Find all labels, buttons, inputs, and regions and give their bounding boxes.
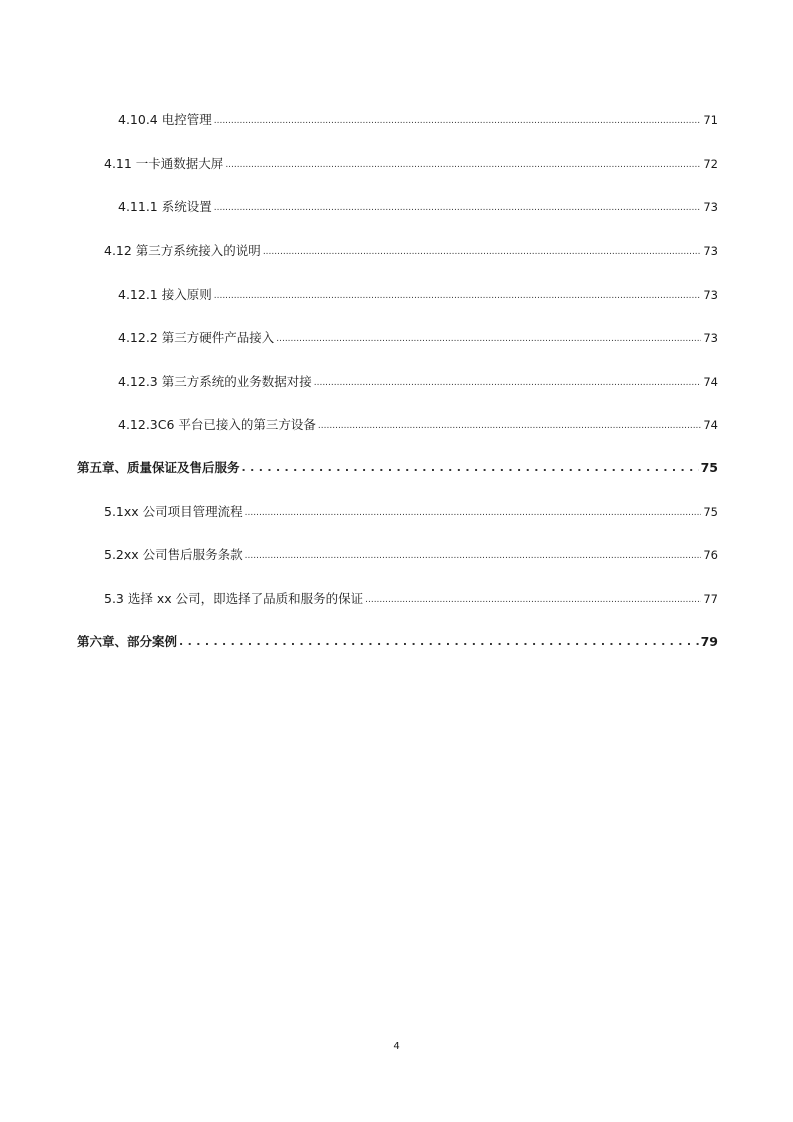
toc-entry-page: 73 [703,331,718,345]
toc-entry-label: 4.12.1 接入原则 [118,287,212,302]
toc-entry[interactable] [104,589,718,607]
toc-entry-page: 75 [703,505,718,519]
toc-entry-page: 74 [703,418,718,432]
toc-entry-page: 73 [703,200,718,214]
toc-entry-page: 73 [703,288,718,302]
toc-entry[interactable] [118,372,718,390]
toc-leader [314,374,702,387]
toc-leader [242,460,699,473]
toc-entry-label: 4.11 一卡通数据大屏 [104,156,224,171]
toc-entry[interactable] [118,328,718,346]
toc-entry-label: 5.1xx 公司项目管理流程 [104,504,243,519]
toc-entry[interactable] [104,241,718,259]
toc-leader [365,591,701,604]
toc-leader [318,417,701,430]
toc-leader [245,547,702,560]
toc-leader [214,112,702,125]
toc-entry-page: 77 [703,592,718,606]
toc-entry-label: 4.12 第三方系统接入的说明 [104,243,261,258]
toc-entry-page: 75 [700,460,718,475]
toc-entry[interactable] [104,154,718,172]
toc-entry[interactable] [104,502,718,520]
toc-entry-page: 71 [703,113,718,127]
toc-entry-label: 第六章、部分案例 [77,634,178,649]
toc-leader [276,330,701,343]
toc-entry-page: 76 [703,548,718,562]
toc-entry-label: 4.11.1 系统设置 [118,199,212,214]
toc-entry[interactable] [118,285,718,303]
toc-entry[interactable] [118,197,718,215]
toc-entry-label: 4.12.3 第三方系统的业务数据对接 [118,374,312,389]
toc-entry-label: 5.3 选择 xx 公司，即选择了品质和服务的保证 [104,591,364,606]
toc-leader [245,504,702,517]
toc-entry-page: 73 [703,244,718,258]
toc-leader [179,634,699,647]
toc-leader [214,199,702,212]
toc-entry-page: 79 [700,634,718,649]
toc-entry-label: 4.12.3C6 平台已接入的第三方设备 [118,417,316,432]
toc-entry-page: 72 [703,157,718,171]
toc-entry-label: 第五章、质量保证及售后服务 [77,460,240,475]
toc-entry[interactable] [104,545,718,563]
toc-leader [214,287,702,300]
toc-entry-label: 5.2xx 公司售后服务条款 [104,547,243,562]
toc-entry[interactable] [118,415,718,433]
toc-entry[interactable] [118,110,718,128]
page-number: 4 [393,1041,400,1052]
toc-entry-label: 4.12.2 第三方硬件产品接入 [118,330,275,345]
toc-leader [225,156,701,169]
toc-chapter-entry[interactable] [77,458,718,476]
toc-entry-page: 74 [703,375,718,389]
toc-leader [263,243,702,256]
toc-entry-label: 4.10.4 电控管理 [118,112,212,127]
toc-chapter-entry[interactable] [77,632,718,650]
